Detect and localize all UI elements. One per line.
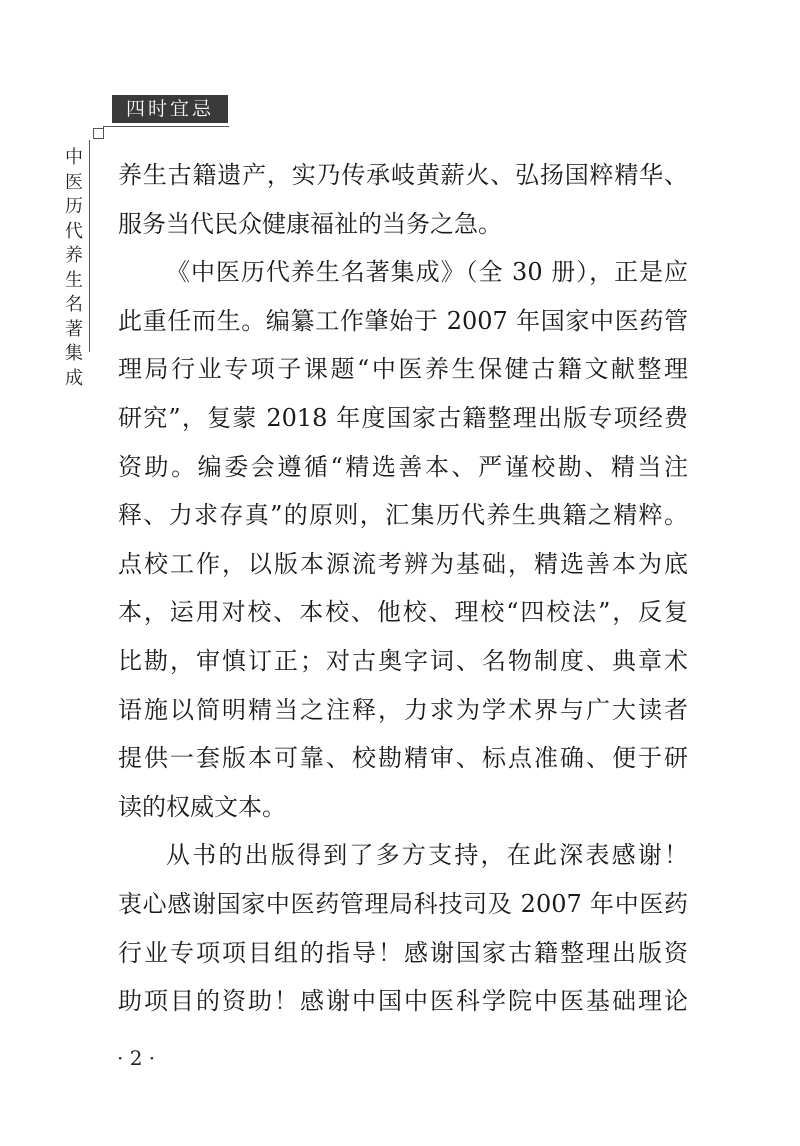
text-line: 释、力求存真”的原则，汇集历代养生典籍之精粹。 (118, 501, 688, 530)
book-title-char: 生 (65, 269, 83, 291)
text-line: 提供一套版本可靠、校勘精审、标点准确、便于研 (118, 744, 688, 773)
book-title-char: 集 (65, 343, 83, 364)
text-line: 资助。编委会遵循“精选善本、严谨校勘、精当注 (118, 452, 688, 481)
section-title-banner: 四时宜忌 (112, 95, 228, 123)
text-line: 衷心感谢国家中医药管理局科技司及 2007 年中医药 (118, 889, 688, 918)
book-title-char: 著 (65, 318, 83, 340)
text-line: 《中医历代养生名著集成》（全 30 册），正是应 (166, 258, 688, 287)
sidebar-rule (89, 140, 90, 352)
text-line: 养生古籍遗产，实乃传承岐黄薪火、弘扬国粹精华、 (118, 161, 688, 189)
text-line: 点校工作，以版本源流考辨为基础，精选善本为底 (118, 549, 688, 578)
text-line: 读的权威文本。 (118, 792, 286, 821)
text-line: 比勘，审慎订正；对古奥字词、名物制度、典章术 (118, 646, 688, 675)
book-title-char: 名 (65, 294, 83, 315)
book-title-char: 医 (65, 171, 83, 193)
book-title-vertical (62, 146, 86, 391)
text-line: 理局行业专项子课题“中医养生保健古籍文献整理 (118, 355, 688, 384)
text-line: 此重任而生。编纂工作肇始于 2007 年国家中医药管 (118, 306, 688, 335)
text-line: 助项目的资助！感谢中国中医科学院中医基础理论 (118, 987, 688, 1016)
book-title-char: 历 (65, 196, 83, 217)
book-title-char: 养 (65, 245, 83, 266)
book-title-char: 代 (65, 220, 83, 242)
page-number: · 2 · (117, 1046, 156, 1070)
text-line: 行业专项项目组的指导！感谢国家古籍整理出版资 (118, 938, 688, 967)
body-text (118, 151, 688, 1026)
header-rule (103, 126, 229, 127)
book-title-char: 中 (65, 147, 83, 168)
text-line: 本，运用对校、本校、他校、理校“四校法”，反复 (118, 598, 688, 627)
text-line: 服务当代民众健康福祉的当务之急。 (118, 209, 502, 238)
corner-square-ornament (93, 128, 104, 139)
text-line: 语施以简明精当之注释，力求为学术界与广大读者 (118, 695, 688, 724)
text-line: 从书的出版得到了多方支持，在此深表感谢！ (166, 841, 688, 870)
book-title-char: 成 (65, 367, 83, 389)
text-line: 研究”，复蒙 2018 年度国家古籍整理出版专项经费 (118, 403, 688, 432)
